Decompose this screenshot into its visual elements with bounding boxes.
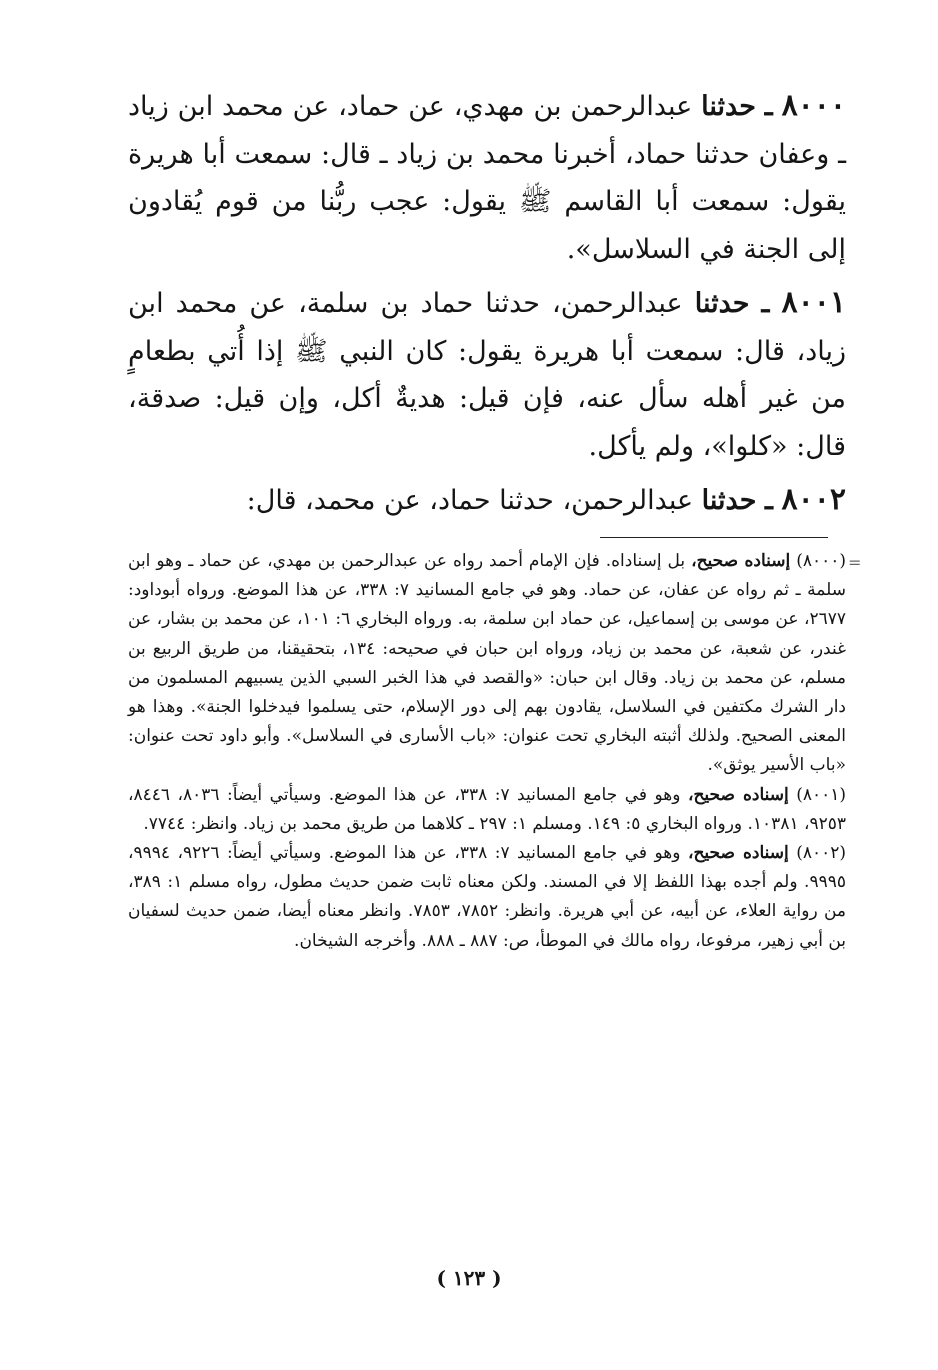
hadith-8000 bbox=[128, 82, 846, 273]
hadith-text: عبدالرحمن، حدثنا حماد، عن محمد، قال: bbox=[246, 485, 694, 516]
hadith-dash: ـ bbox=[764, 91, 773, 122]
footnote-grade: إسناده صحيح، bbox=[687, 843, 789, 864]
hadith-text: عبدالرحمن بن مهدي، عن حماد، عن محمد ابن زياد ـ وعفان حدثنا حماد، أخبرنا محمد بن زياد ـ قال: سمعت أبا هريرة يقول: سمعت أبا القاسم ﷺ يقول: عجب ربُّنا من قوم يُقادون إلى الجنة في السلاسل». bbox=[128, 91, 846, 265]
hadith-lead-word: حدثنا bbox=[701, 485, 757, 516]
hadith-text: عبدالرحمن، حدثنا حماد بن سلمة، عن محمد ابن زياد، قال: سمعت أبا هريرة يقول: كان النبي ﷺ إذا أُتي بطعامٍ من غير أهله سأل عنه، فإن قيل: هديةٌ أكل، وإن قيل: صدقة، قال: «كلوا»، ولم يأكل. bbox=[128, 288, 847, 462]
footnote-8001 bbox=[128, 781, 846, 839]
hadith-number: ٨٠٠٠ bbox=[781, 88, 847, 123]
footnote-ref: (٨٠٠٠) bbox=[796, 551, 847, 571]
hadith-lead-word: حدثنا bbox=[701, 91, 756, 122]
footnote-grade: إسناده صحيح، bbox=[691, 551, 791, 571]
footnote-text: وهو في جامع المسانيد ٧: ٣٣٨، عن هذا الموضع. وسيأتي أيضاً: ٩٢٢٦، ٩٩٩٤، ٩٩٩٥. ولم أجده بهذا اللفظ إلا في المسند. ولكن معناه ثابت ضمن حديث مطول، رواه مسلم ١: ٣٨٩، من رواية العلاء، عن أبيه، عن أبي هريرة. وانظر: ٧٨٥٢، ٧٨٥٣. وانظر معناه أيضا، ضمن حديث لسفيان بن أبي زهير، مرفوعا، رواه مالك في الموطأ، ص: ٨٨٧ ـ ٨٨٨. وأخرجه الشيخان. bbox=[128, 843, 847, 951]
footnote-separator bbox=[600, 537, 828, 538]
hadith-number: ٨٠٠١ bbox=[781, 285, 846, 320]
footnote-ref: (٨٠٠١) bbox=[796, 784, 847, 805]
hadith-number: ٨٠٠٢ bbox=[781, 482, 846, 517]
hadith-text-block bbox=[128, 82, 846, 531]
footnote-8002 bbox=[128, 839, 846, 956]
footnote-8000 bbox=[128, 547, 846, 781]
page-number: ( ١٢٣ ) bbox=[436, 1266, 502, 1290]
footnote-ref: (٨٠٠٢) bbox=[796, 843, 847, 864]
footnotes-block bbox=[128, 547, 846, 956]
hadith-8001 bbox=[128, 279, 846, 470]
hadith-dash: ـ bbox=[761, 288, 770, 319]
hadith-lead-word: حدثنا bbox=[694, 288, 750, 319]
hadith-8002 bbox=[128, 476, 846, 525]
footnote-text: وهو في جامع المسانيد ٧: ٣٣٨، عن هذا الموضع. وسيأتي أيضاً: ٨٠٣٦، ٨٤٤٦، ٩٢٥٣، ١٠٣٨١. ورواه البخاري ٥: ١٤٩. ومسلم ١: ٢٩٧ ـ كلاهما من طريق محمد بن زياد. وانظر: ٧٧٤٤. bbox=[128, 784, 846, 834]
footnote-grade: إسناده صحيح، bbox=[687, 784, 789, 805]
footnote-text: بل إسناداه. فإن الإمام أحمد رواه عن عبدالرحمن بن مهدي، عن حماد ـ وهو ابن سلمة ـ ثم رواه عن عفان، عن حماد. وهو في جامع المسانيد ٧: ٣٣٨، عن هذا الموضع. ورواه أبوداود: ٢٦٧٧، عن موسى بن إسماعيل، عن حماد ابن سلمة، به. ورواه البخاري ٦: ١٠١، عن محمد بن بشار، عن غندر، عن شعبة، عن محمد بن زياد، ورواه ابن حبان في صحيحه: ١٣٤، بتحقيقنا، من طريق الربيع بن مسلم، عن محمد بن زياد. وقال ابن حبان: «والقصد في هذا الخبر السبي الذين يسبيهم المسلمون من دار الشرك مكتفين في السلاسل، يقادون بهم إلى دور الإسلام، حتى يسلموا فيدخلوا الجنة». وهذا هو المعنى الصحيح. ولذلك أثبته البخاري تحت عنوان: «باب الأسارى في السلاسل». وأبو داود تحت عنوان: «باب الأسير يوثق». bbox=[128, 551, 846, 776]
hadith-dash: ـ bbox=[765, 485, 773, 516]
continuation-mark: = bbox=[848, 553, 862, 572]
